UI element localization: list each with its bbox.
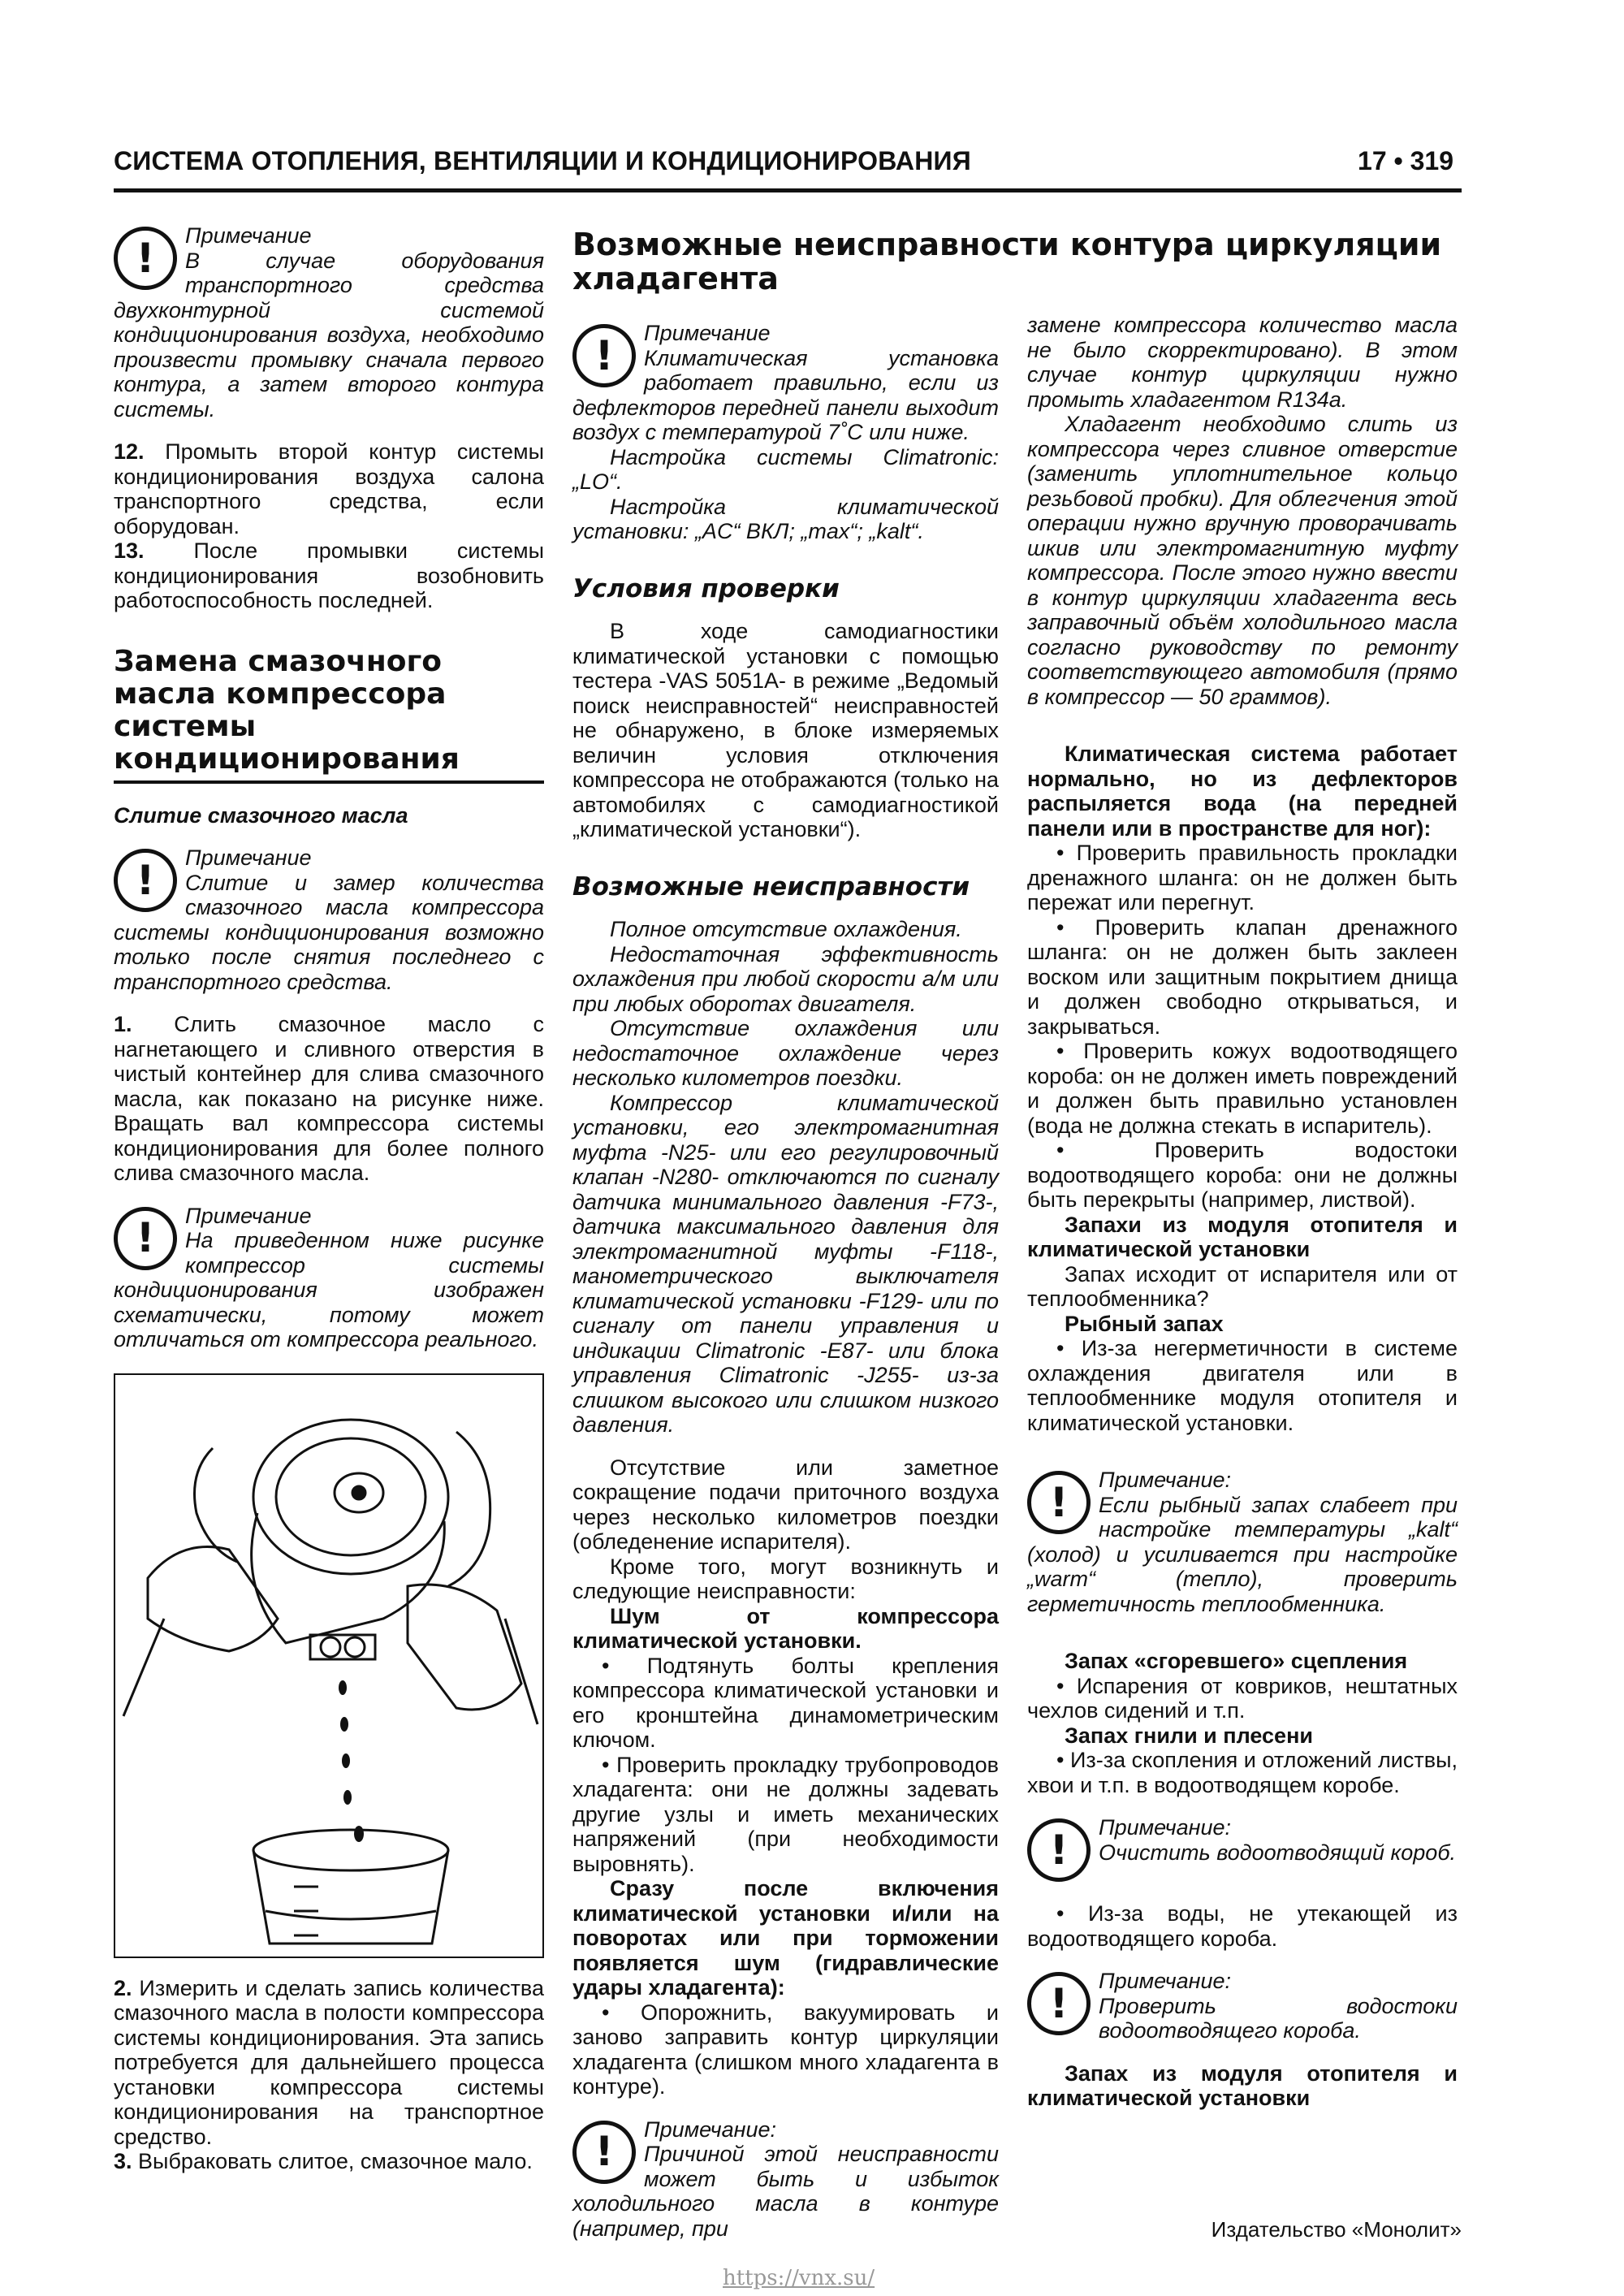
note-label: Примечание xyxy=(185,223,312,248)
bullet-item: • Испарения от ковриков, нештатных чехлов сидений и т.п. xyxy=(1027,1673,1458,1723)
note-text: В случае оборудования транспортного средства двухконтурной системой кондиционирования воздуха, необходимо произвести промывку сначала первого контура, а затем второго контура системы. xyxy=(114,248,544,422)
illustration-svg xyxy=(115,1375,542,1957)
note-text: Настройка системы Climatronic: „LO“. xyxy=(572,444,999,494)
bold-heading: Запах «сгоревшего» сцепления xyxy=(1065,1649,1408,1673)
note-block xyxy=(572,2117,999,2242)
note-text: Климатическая установка работает правильно, если из дефлекторов передней панели выходит воздух с температурой 7˚С или ниже. xyxy=(572,345,999,444)
fault-item: Полное отсутствие охлаждения. xyxy=(610,917,962,941)
note-label: Примечание: xyxy=(1099,1815,1231,1840)
note-text: Причиной этой неисправности может быть и избыток холодильного масла в контуре (например, при xyxy=(572,2142,999,2241)
step-number: 12. xyxy=(114,439,145,464)
column-right xyxy=(1027,313,1458,2111)
publisher-footer: Издательство «Монолит» xyxy=(1211,2217,1462,2242)
section-title-faults: Возможные неисправности контура циркуляции хладагента xyxy=(572,227,1442,296)
step-number: 13. xyxy=(114,538,145,563)
note-block xyxy=(114,845,544,994)
step-3 xyxy=(114,2149,544,2174)
running-header-title: СИСТЕМА ОТОПЛЕНИЯ, ВЕНТИЛЯЦИИ И КОНДИЦИОНИРОВАНИЯ xyxy=(114,146,971,175)
exclamation-icon: ! xyxy=(572,2121,636,2184)
exclamation-icon: ! xyxy=(114,227,177,290)
paragraph: Запах исходит от испарителя или от теплообменника? xyxy=(1027,1261,1458,1311)
compressor-pulley xyxy=(253,1420,448,1574)
bullet-item: • Из-за воды, не утекающей из водоотводящего короба. xyxy=(1027,1901,1458,1951)
section-title: Замена смазочного масла компрессора системы кондиционирования xyxy=(114,644,460,776)
bold-heading: Запах из модуля отопителя и климатической установки xyxy=(1027,2060,1458,2110)
exclamation-icon: ! xyxy=(1027,1972,1091,2035)
bold-heading: Климатическая система работает нормально, но из дефлекторов распыляется вода (на передней панели или в пространстве для ног): xyxy=(1027,742,1458,841)
paragraph: Кроме того, могут возникнуть и следующие неисправности: xyxy=(572,1554,999,1603)
note-continuation: замене компрессора количество масла не было скорректировано). В этом случае контур циркуляции нужно промыть хладагентом R134a. xyxy=(1027,313,1458,412)
exclamation-icon: ! xyxy=(114,1207,177,1270)
note-text: Если рыбный запах слабеет при настройке температуры „kalt“ (холод) и усиливается при настройке „warm“ (тепло), проверить герметичность теплообменника. xyxy=(1027,1492,1458,1616)
column-middle xyxy=(572,321,999,2241)
watermark-url[interactable]: https://vnx.su/ xyxy=(723,2266,875,2290)
bullet-item: • Проверить клапан дренажного шланга: он не должен быть заклеен воском или защитным покрытием днища и должен свободно открываться, и закрываться. xyxy=(1027,915,1458,1039)
step-number: 2. xyxy=(114,1975,132,2000)
note-label: Примечание xyxy=(644,321,771,345)
note-text: Настройка климатической установки: „AC“ ВКЛ; „max“; „kalt“. xyxy=(572,494,999,543)
note-label: Примечание xyxy=(185,845,312,870)
note-block xyxy=(114,223,544,422)
bullet-item: • Проверить водостоки водоотводящего короба: они не должны быть перекрыты (например, листвой). xyxy=(1027,1138,1458,1212)
exclamation-icon: ! xyxy=(114,849,177,912)
step-1 xyxy=(114,1012,544,1186)
fault-item: Отсутствие охлаждения или недостаточное охлаждение через несколько километров поездки. xyxy=(572,1016,999,1090)
bold-heading: Запахи из модуля отопителя и климатической установки xyxy=(1027,1212,1458,1261)
fault-item: Компрессор климатической установки, его электромагнитная муфта -N25- или его регулировочный клапан -N280- отключаются по сигналу датчика минимального давления -F73-, датчика максимального давления для электромагнитной муфты -F118-, манометрического выключателя климатической установки -F129- или по сигналу от панели управления и индикации Climatronic -E87- или блока управления Climatronic -J255- из-за слишком высокого или слишком низкого давления. xyxy=(572,1090,999,1437)
step-text: Измерить и сделать запись количества смазочного масла в полости компрессора системы кондиционирования. Эта запись потребуется для дальнейшего процесса установки компрессора системы кондиционирования на транспортное средство. xyxy=(114,1975,544,2149)
note-block xyxy=(114,1204,544,1352)
note-block xyxy=(572,321,999,544)
compressor-oil-drain-illustration xyxy=(114,1373,544,1958)
exclamation-icon: ! xyxy=(1027,1471,1091,1534)
bold-heading: Запах гнили и плесени xyxy=(1065,1723,1313,1748)
note-continuation: Хладагент необходимо слить из компрессора через сливное отверстие (заменить уплотнительное кольцо резьбовой пробки). Для облегчения этой операции нужно вручную проворачивать шкив или электромагнитную муфту компрессора. После этого нужно ввести в контур циркуляции хладагента весь заправочный объём холодильного масла согласно руководству по ремонту соответствующего автомобиля (прямо в компрессор — 50 граммов). xyxy=(1027,412,1458,709)
note-label: Примечание: xyxy=(1099,1969,1231,1993)
step-number: 3. xyxy=(114,2149,132,2173)
header-rule xyxy=(114,188,1462,192)
subsection-title: Слитие смазочного масла xyxy=(114,802,408,828)
note-text: Проверить водостоки водоотводящего короба. xyxy=(1099,1993,1458,2043)
note-text: Слитие и замер количества смазочного масла компрессора системы кондиционирования возможно только после снятия последнего с транспортного средства. xyxy=(114,870,544,994)
subsection-title: Возможные неисправности xyxy=(572,871,970,902)
bold-heading: Рыбный запах xyxy=(1065,1311,1224,1336)
bullet-item: • Подтянуть болты крепления компрессора климатической установки и его кронштейна динамометрическим ключом. xyxy=(572,1653,999,1752)
column-left xyxy=(114,223,544,2174)
step-text: Слить смазочное масло с нагнетающего и сливного отверстия в чистый контейнер для слива смазочного масла, как показано на рисунке ниже. Вращать вал компрессора системы кондиционирования для более полного слива смазочного масла. xyxy=(114,1012,544,1185)
step-text: Промыть второй контур системы кондиционирования воздуха салона транспортного средства, если оборудован. xyxy=(114,439,544,538)
bullet-item: • Опорожнить, вакуумировать и заново заправить контур циркуляции хладагента (слишком много хладагента в контуре). xyxy=(572,2000,999,2099)
note-label: Примечание: xyxy=(1099,1468,1231,1492)
exclamation-icon: ! xyxy=(1027,1818,1091,1882)
note-block xyxy=(1027,1468,1458,1616)
bullet-item: • Проверить прокладку трубопроводов хладагента: они не должны задевать другие узлы и иметь механических напряжений (при необходимости выровнять). xyxy=(572,1752,999,1876)
section-rule xyxy=(114,780,544,784)
bullet-item: • Проверить правильность прокладки дренажного шланга: он не должен быть пережат или перегнут. xyxy=(1027,841,1458,915)
bullet-item: • Проверить кожух водоотводящего короба: он не должен иметь повреждений и должен быть правильно установлен (вода не должна стекать в испаритель). xyxy=(1027,1039,1458,1138)
paragraph: В ходе самодиагностики климатической установки с помощью тестера -VAS 5051A- в режиме „Ведомый поиск неисправностей“ неисправностей не обнаружено, в блоке измеряемых величин условия отключения компрессора не отображаются (только на автомобилях с самодиагностикой „климатической установки“). xyxy=(572,619,999,841)
bold-heading: Шум от компрессора климатической установки. xyxy=(572,1603,999,1653)
step-13 xyxy=(114,538,544,613)
paragraph: Отсутствие или заметное сокращение подачи приточного воздуха через несколько километров поездки (обледенение испарителя). xyxy=(572,1455,999,1554)
bold-heading: Сразу после включения климатической установки и/или на поворотах или при торможении появляется шум (гидравлические удары хладагента): xyxy=(572,1876,999,2000)
fault-item: Недостаточная эффективность охлаждения при любой скорости а/м или при любых оборотах двигателя. xyxy=(572,941,999,1016)
note-text: Очистить водоотводящий короб. xyxy=(1099,1840,1457,1865)
step-text: Выбраковать слитое, смазочное мало. xyxy=(138,2149,533,2173)
page-number: 17 • 319 xyxy=(1358,146,1453,175)
bullet-item: • Из-за скопления и отложений листвы, хвои и т.п. в водоотводящем коробе. xyxy=(1027,1748,1458,1797)
note-block xyxy=(1027,1969,1458,2043)
step-12 xyxy=(114,439,544,538)
exclamation-icon: ! xyxy=(572,324,636,387)
bullet-item: • Из-за негерметичности в системе охлаждения двигателя или в теплообменнике модуля отопителя и климатической установки. xyxy=(1027,1336,1458,1435)
note-label: Примечание xyxy=(185,1203,312,1228)
note-text: На приведенном ниже рисунке компрессор системы кондиционирования изображен схематически, потому может отличаться от компрессора реального. xyxy=(114,1228,544,1351)
step-2 xyxy=(114,1976,544,2150)
note-label: Примечание: xyxy=(644,2117,776,2142)
subsection-title: Условия проверки xyxy=(572,573,840,603)
step-number: 1. xyxy=(114,1012,132,1036)
step-text: После промывки системы кондиционирования возобновить работоспособность последней. xyxy=(114,538,544,612)
note-block xyxy=(1027,1815,1458,1883)
